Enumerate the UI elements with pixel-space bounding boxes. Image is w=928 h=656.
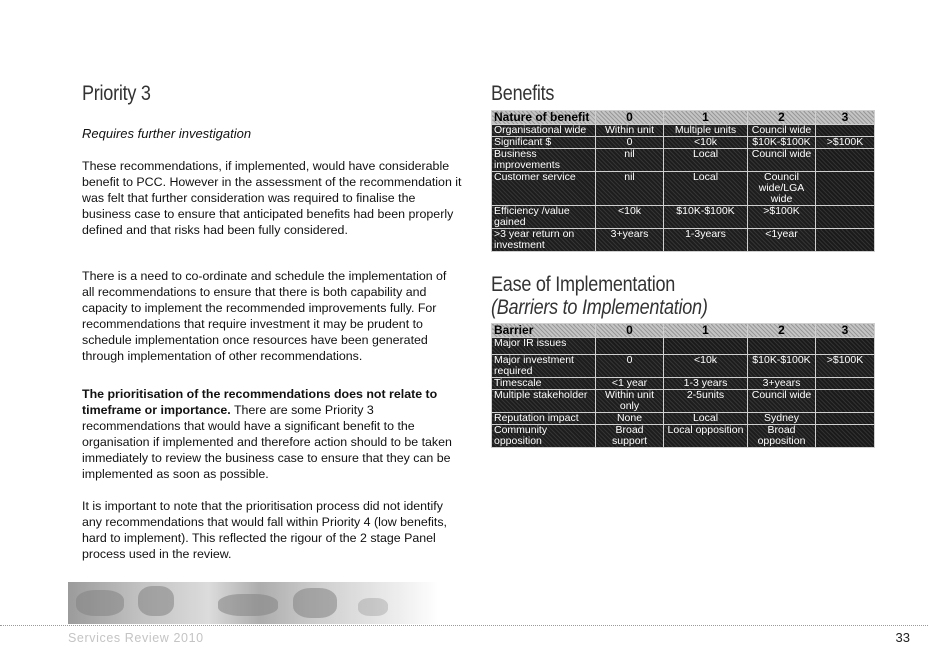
table-cell xyxy=(596,338,664,355)
table-cell: Business improvements xyxy=(492,149,596,172)
table-cell: 1-3 years xyxy=(664,378,748,390)
page-number: 33 xyxy=(895,630,910,645)
table-cell xyxy=(816,229,875,252)
ease-header-cell: Barrier xyxy=(492,324,596,338)
paragraph-3 xyxy=(82,386,462,482)
priority-heading: Priority 3 xyxy=(82,82,151,105)
table-cell: >$100K xyxy=(748,206,816,229)
table-cell: 3+years xyxy=(596,229,664,252)
table-cell xyxy=(816,413,875,425)
table-cell: $10K-$100K xyxy=(748,137,816,149)
table-row xyxy=(492,206,875,229)
table-cell: <1year xyxy=(748,229,816,252)
table-cell: Reputation impact xyxy=(492,413,596,425)
table-cell xyxy=(816,378,875,390)
table-cell: Local xyxy=(664,413,748,425)
table-row xyxy=(492,229,875,252)
table-row xyxy=(492,137,875,149)
benefits-header-row xyxy=(492,111,875,125)
table-cell: nil xyxy=(596,149,664,172)
footer-title: Services Review 2010 xyxy=(68,631,204,645)
ease-header-row xyxy=(492,324,875,338)
table-row xyxy=(492,125,875,137)
table-cell: nil xyxy=(596,172,664,206)
table-row xyxy=(492,390,875,413)
table-cell: 3+years xyxy=(748,378,816,390)
table-cell: Council wide xyxy=(748,149,816,172)
table-cell: Major IR issues xyxy=(492,338,596,355)
table-cell: Council wide xyxy=(748,390,816,413)
table-cell xyxy=(816,425,875,448)
ease-subheading: (Barriers to Implementation) xyxy=(491,296,708,319)
table-cell: Community opposition xyxy=(492,425,596,448)
right-column xyxy=(491,82,876,448)
table-cell: 0 xyxy=(596,137,664,149)
ease-heading-block xyxy=(491,273,876,319)
paragraph-3-bold: The prioritisation of the recommendations does not relate to timeframe or importance. xyxy=(82,387,438,417)
table-cell: $10K-$100K xyxy=(664,206,748,229)
table-row xyxy=(492,338,875,355)
table-cell: >$100K xyxy=(816,137,875,149)
table-cell: Council wide xyxy=(748,125,816,137)
table-cell xyxy=(816,125,875,137)
table-row xyxy=(492,413,875,425)
table-cell: Timescale xyxy=(492,378,596,390)
ease-table xyxy=(491,323,875,448)
table-cell: None xyxy=(596,413,664,425)
table-cell: 2-5units xyxy=(664,390,748,413)
table-row xyxy=(492,149,875,172)
table-row xyxy=(492,355,875,378)
paragraph-3-rest: There are some Priority 3 recommendations that would have a significant benefit to the organisation if implemented and therefore action should to be taken immediately to review the business case to ensure that they can be implemented as soon as possible. xyxy=(82,403,452,481)
table-cell: Council wide/LGA wide xyxy=(748,172,816,206)
ease-header-cell: 0 xyxy=(596,324,664,338)
table-cell xyxy=(748,338,816,355)
table-row xyxy=(492,172,875,206)
table-cell: Local xyxy=(664,149,748,172)
table-cell: Significant $ xyxy=(492,137,596,149)
table-cell: $10K-$100K xyxy=(748,355,816,378)
table-row xyxy=(492,378,875,390)
table-cell: <10k xyxy=(664,137,748,149)
paragraph-2: There is a need to co-ordinate and schedule the implementation of all recommendations to ensure that there is both capability and capacity to implement the recommended improvements fully. For recommendations that require investment it may be prudent to schedule implementation once resources have been generated through implementation of other recommendations. xyxy=(82,269,447,363)
ease-header-cell: 3 xyxy=(816,324,875,338)
footer-divider xyxy=(0,625,928,626)
table-cell xyxy=(664,338,748,355)
table-cell: 1-3years xyxy=(664,229,748,252)
table-cell: >$100K xyxy=(816,355,875,378)
table-cell: Multiple stakeholder xyxy=(492,390,596,413)
table-cell: <10k xyxy=(664,355,748,378)
table-cell: <10k xyxy=(596,206,664,229)
table-row xyxy=(492,425,875,448)
priority-subtitle: Requires further investigation xyxy=(82,126,252,141)
table-cell: Broad support xyxy=(596,425,664,448)
table-cell xyxy=(816,338,875,355)
table-cell: Within unit xyxy=(596,125,664,137)
ease-header-cell: 1 xyxy=(664,324,748,338)
paragraph-4: It is important to note that the prioritisation process did not identify any recommendations that would fall within Priority 4 (low benefits, hard to implement). This reflected the rigour of the 2 stage Panel process used in the review. xyxy=(82,499,448,561)
table-cell: <1 year xyxy=(596,378,664,390)
ease-heading: Ease of Implementation xyxy=(491,273,676,296)
table-cell xyxy=(816,149,875,172)
table-cell: Sydney xyxy=(748,413,816,425)
benefits-header-cell: Nature of benefit xyxy=(492,111,596,125)
left-column xyxy=(82,82,462,562)
benefits-table xyxy=(491,110,875,252)
table-cell: 0 xyxy=(596,355,664,378)
table-cell: Multiple units xyxy=(664,125,748,137)
footer-photo-strip xyxy=(68,582,438,624)
benefits-header-cell: 0 xyxy=(596,111,664,125)
table-cell: Major investment required xyxy=(492,355,596,378)
benefits-header-cell: 2 xyxy=(748,111,816,125)
table-cell xyxy=(816,172,875,206)
table-cell: >3 year return on investment xyxy=(492,229,596,252)
table-cell xyxy=(816,206,875,229)
benefits-header-cell: 3 xyxy=(816,111,875,125)
table-cell xyxy=(816,390,875,413)
table-cell: Within unit only xyxy=(596,390,664,413)
benefits-header-cell: 1 xyxy=(664,111,748,125)
table-cell: Broad opposition xyxy=(748,425,816,448)
benefits-heading: Benefits xyxy=(491,82,555,105)
table-cell: Efficiency /value gained xyxy=(492,206,596,229)
ease-header-cell: 2 xyxy=(748,324,816,338)
table-cell: Local opposition xyxy=(664,425,748,448)
table-cell: Local xyxy=(664,172,748,206)
table-cell: Customer service xyxy=(492,172,596,206)
paragraph-1: These recommendations, if implemented, would have considerable benefit to PCC. However in the assessment of the recommendation it was felt that further consideration was required to finalise the business case to ensure that anticipated benefits had been properly defined and that risks had been fully considered. xyxy=(82,159,462,237)
table-cell: Organisational wide xyxy=(492,125,596,137)
